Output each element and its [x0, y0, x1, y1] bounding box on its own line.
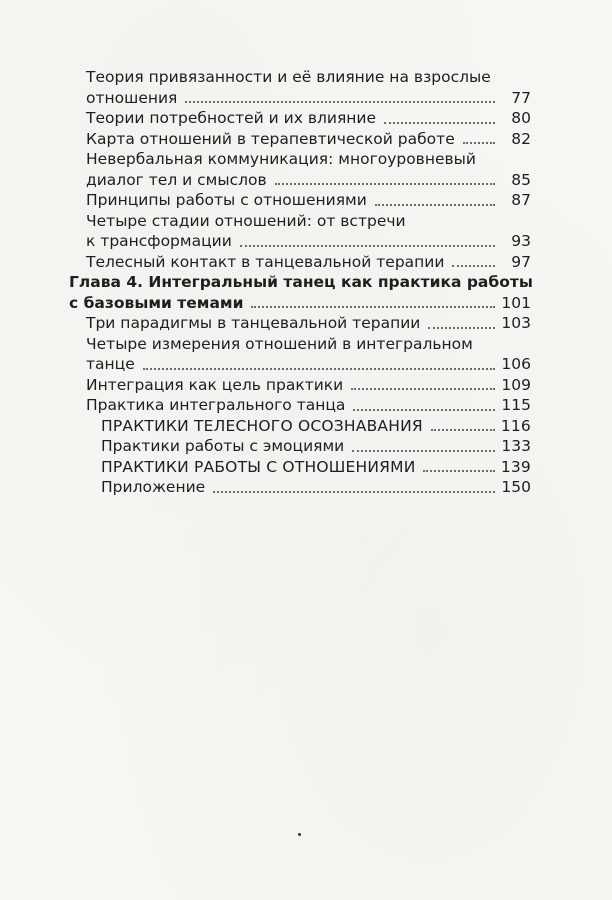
toc-page-number: 133 [501, 437, 531, 455]
toc-entry-title-line: Теории потребностей и их влияние [86, 109, 377, 127]
toc-entry [86, 252, 531, 273]
toc-page-number: 106 [501, 355, 531, 373]
toc-page-number: 103 [501, 314, 531, 332]
toc-entry-title-line: ПРАКТИКИ ТЕЛЕСНОГО ОСОЗНАВАНИЯ [101, 416, 423, 435]
toc-entry-title-line: ПРАКТИКИ РАБОТЫ С ОТНОШЕНИЯМИ [101, 457, 416, 476]
toc-entry-title-line: к трансформации [86, 232, 232, 250]
toc-entry-title-line: отношения [86, 88, 178, 107]
dot-leader [143, 367, 495, 370]
toc-chapter-entry [69, 272, 531, 313]
toc-page-number: 109 [501, 375, 531, 394]
dot-leader [351, 387, 495, 390]
toc-entry [86, 129, 531, 150]
toc-page-number: 87 [511, 191, 531, 209]
toc-entry [86, 313, 531, 334]
toc-entry-title-line: диалог тел и смыслов [86, 170, 267, 189]
toc-entry [101, 457, 531, 478]
toc-page-number: 93 [511, 232, 531, 250]
table-of-contents [0, 67, 612, 498]
toc-entry-title-line: Теория привязанности и её влияние на взрослые [86, 68, 491, 86]
dot-leader [384, 121, 495, 124]
toc-entry-title-line: Карта отношений в терапевтической работе [86, 129, 455, 148]
toc-page-number: 101 [501, 293, 531, 312]
toc-entry [86, 375, 531, 396]
toc-entry [86, 108, 531, 129]
toc-entry-title-line: Практика интегрального танца [86, 396, 346, 414]
dot-leader [463, 141, 495, 144]
dot-leader [185, 100, 495, 103]
dot-leader [275, 182, 495, 185]
toc-entry-title-line: Четыре измерения отношений в интегральном [86, 334, 473, 353]
toc-page-number: 97 [511, 252, 531, 271]
toc-entry [101, 416, 531, 437]
toc-entry-title-line: с базовыми темами [69, 293, 244, 312]
toc-entry [86, 67, 531, 108]
dot-leader [431, 428, 495, 431]
dot-leader [375, 203, 495, 206]
toc-entry [86, 211, 531, 252]
dot-leader [423, 469, 494, 472]
toc-page-number: 116 [500, 416, 531, 435]
toc-page-number: 77 [511, 88, 531, 107]
dot-leader [353, 408, 495, 411]
toc-entry-title-line: Глава 4. Интегральный танец как практика работы [69, 273, 533, 291]
toc-page-number: 115 [501, 396, 531, 414]
dot-leader [428, 326, 495, 329]
dot-leader [213, 490, 495, 493]
toc-entry-title-line: танце [86, 355, 135, 373]
toc-page-number: 82 [511, 129, 531, 148]
dot-leader [352, 449, 495, 452]
dot-leader [251, 305, 495, 308]
toc-entry-title-line: Три парадигмы в танцевальной терапии [86, 314, 421, 332]
toc-page-number: 139 [500, 457, 531, 476]
toc-page-number: 80 [511, 109, 531, 127]
toc-entry [86, 334, 531, 375]
toc-entry-title-line: Приложение [101, 478, 206, 496]
toc-entry [101, 477, 531, 498]
toc-entry-title-line: Невербальная коммуникация: многоуровневый [86, 150, 476, 168]
toc-entry-title-line: Четыре стадии отношений: от встречи [86, 211, 406, 230]
toc-entry [86, 395, 531, 416]
dot-leader [452, 264, 495, 267]
page-mark-dot [298, 833, 301, 836]
toc-page-number: 150 [501, 478, 531, 496]
toc-entry [86, 149, 531, 190]
toc-entry-title-line: Принципы работы с отношениями [86, 191, 367, 209]
toc-entry-title-line: Телесный контакт в танцевальной терапии [86, 252, 445, 271]
toc-page-number: 85 [511, 170, 531, 189]
toc-entry-title-line: Практики работы с эмоциями [101, 437, 345, 455]
toc-entry-title-line: Интеграция как цель практики [86, 375, 344, 394]
toc-entry [101, 436, 531, 457]
dot-leader [240, 244, 495, 247]
toc-entry [86, 190, 531, 211]
